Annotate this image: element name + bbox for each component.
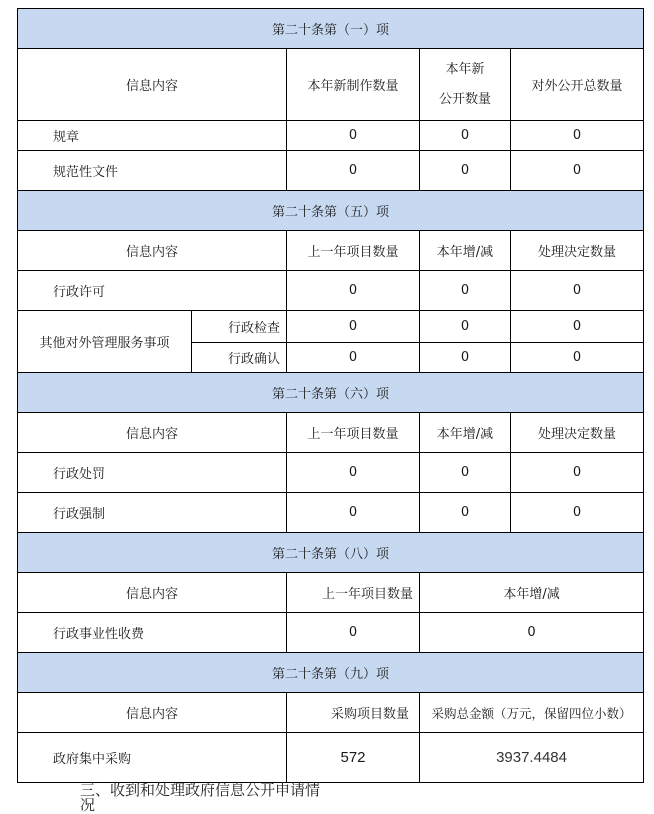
header-new-published-count [420,49,511,121]
cell-value: 0 [420,493,511,533]
table-row [18,733,644,783]
procurement-count-value: 572 [287,733,420,783]
cell-value: 0 [287,121,420,151]
header-info-content: 信息内容 [18,693,287,733]
header-info-content: 信息内容 [18,413,287,453]
header-last-year-count: 上一年项目数量 [287,413,420,453]
section-title-1: 第二十条第（一）项 [18,9,644,49]
header-total-published-count: 对外公开总数量 [511,49,644,121]
header-decision-count: 处理决定数量 [511,231,644,271]
table-row [18,613,644,653]
information-disclosure-table [17,8,644,783]
section-title-5: 第二十条第（五）项 [18,191,644,231]
cell-value: 0 [420,311,511,343]
cell-value: 0 [420,343,511,373]
row-label: 行政检查 [192,311,287,343]
row-label: 规范性文件 [18,151,287,191]
group-label: 其他对外管理服务事项 [18,311,192,373]
table-row [18,493,644,533]
cell-value: 0 [287,343,420,373]
cell-value: 0 [420,453,511,493]
cell-value: 0 [287,311,420,343]
header-info-content: 信息内容 [18,573,287,613]
table-row [18,311,644,343]
cell-value: 0 [420,613,644,653]
row-label: 行政确认 [192,343,287,373]
header-line-2: 公开数量 [438,91,491,107]
header-change: 本年增/减 [420,573,644,613]
table-row [18,453,644,493]
table-row [18,271,644,311]
section-title-6: 第二十条第（六）项 [18,373,644,413]
row-label: 政府集中采购 [18,733,287,783]
header-new-made-count: 本年新制作数量 [287,49,420,121]
cell-value: 0 [511,453,644,493]
cell-value: 0 [420,271,511,311]
section-title-8: 第二十条第（八）项 [18,533,644,573]
cell-value: 0 [287,453,420,493]
row-label: 行政处罚 [18,453,287,493]
next-section-heading-partial [80,781,321,814]
header-info-content: 信息内容 [18,49,287,121]
cell-value: 0 [287,493,420,533]
cell-value: 0 [511,121,644,151]
header-decision-count: 处理决定数量 [511,413,644,453]
cell-value: 0 [511,343,644,373]
header-procurement-count: 采购项目数量 [287,693,420,733]
cell-value: 0 [287,613,420,653]
header-procurement-amount: 采购总金额（万元，保留四位小数） [420,693,644,733]
header-change: 本年增/减 [420,413,511,453]
section-title-9: 第二十条第（九）项 [18,653,644,693]
header-change: 本年增/减 [420,231,511,271]
cell-value: 0 [287,271,420,311]
row-label: 行政许可 [18,271,287,311]
cell-value: 0 [511,493,644,533]
header-info-content: 信息内容 [18,231,287,271]
cell-value: 0 [420,121,511,151]
cell-value: 0 [420,151,511,191]
header-last-year-count: 上一年项目数量 [287,231,420,271]
procurement-amount-value: 3937.4484 [420,733,644,783]
row-label: 行政强制 [18,493,287,533]
cell-value: 0 [511,311,644,343]
header-line-1: 本年新 [445,61,485,77]
row-label: 行政事业性收费 [18,613,287,653]
table-row [18,151,644,191]
cell-value: 0 [287,151,420,191]
next-section-heading-text: 三、收到和处理政府信息公开申请情况 [80,781,321,814]
cell-value: 0 [511,271,644,311]
cell-value: 0 [511,151,644,191]
row-label: 规章 [18,121,287,151]
header-last-year-count: 上一年项目数量 [287,573,420,613]
table-row [18,121,644,151]
